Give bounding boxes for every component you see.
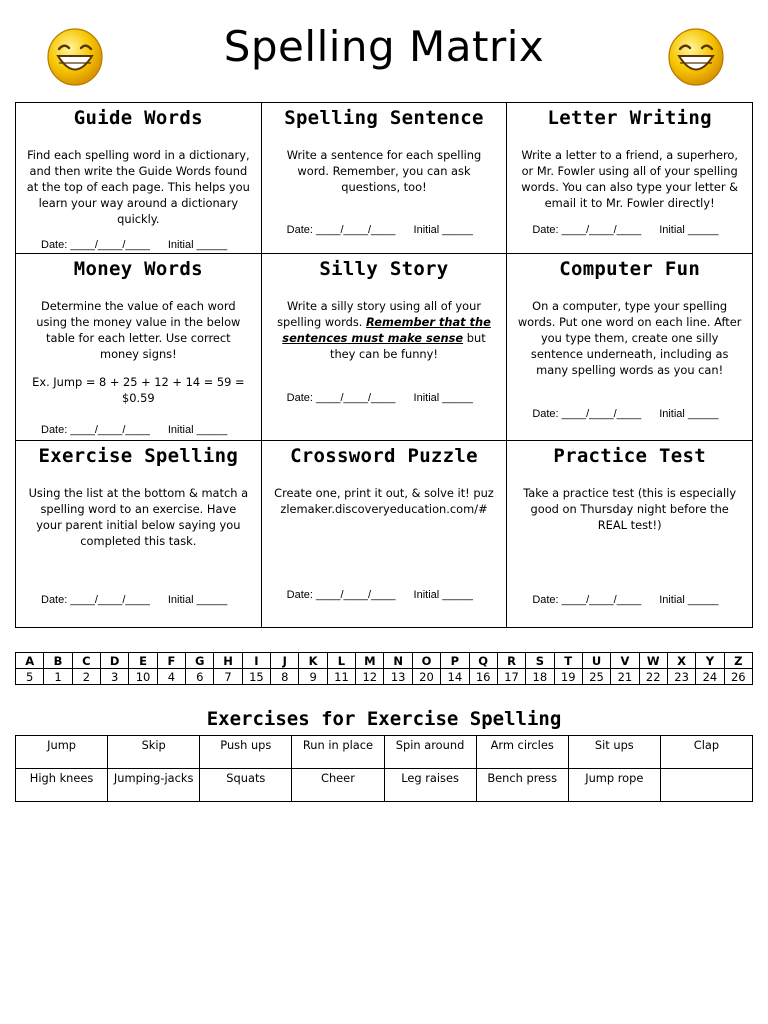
cell-title: Money Words (73, 258, 203, 281)
exercise-cell: Squats (200, 769, 292, 802)
value-cell: 22 (639, 669, 667, 685)
cell-instructions: Find each spelling word in a dictionary, and then write the Guide Words found at the top of each page. This helps you learn your way around a dictionary quickly. (26, 148, 250, 226)
initial-field[interactable]: Initial _____ (413, 392, 473, 405)
letter-cell: J (271, 653, 299, 669)
instructions-text: but they can be funny! (329, 331, 486, 362)
initial-field[interactable]: Initial _____ (167, 239, 228, 251)
exercise-cell: Spin around (384, 736, 476, 769)
date-initial-line (287, 589, 499, 601)
value-cell: 12 (356, 669, 384, 685)
date-field[interactable]: Date: ____/____/____ (41, 239, 150, 251)
cell-instructions: Using the list at the bottom & match a spelling word to an exercise. Have your parent initial below saying you completed this task. (28, 485, 249, 548)
date-initial-line (532, 224, 744, 236)
date-initial-line (532, 408, 744, 420)
spelling-matrix (15, 102, 753, 628)
letter-cell: W (639, 653, 667, 669)
value-cell: 13 (384, 669, 412, 685)
letter-cell: M (356, 653, 384, 669)
matrix-cell-spelling-sentence (261, 103, 507, 254)
letter-cell: U (582, 653, 610, 669)
initial-field[interactable]: Initial _____ (167, 593, 228, 606)
letter-cell: Z (724, 653, 752, 669)
value-cell: 25 (582, 669, 610, 685)
cell-title: Guide Words (73, 107, 203, 129)
cell-instructions: Determine the value of each word using the money value in the below table for each letter. Use correct money signs! (36, 299, 241, 362)
date-field[interactable]: Date: ____/____/____ (286, 224, 396, 236)
initial-field[interactable]: Initial _____ (659, 224, 719, 236)
initial-field[interactable]: Initial _____ (167, 424, 228, 437)
value-cell: 3 (101, 669, 129, 685)
letter-cell: H (214, 653, 242, 669)
date-initial-line (287, 392, 499, 404)
cell-title: Computer Fun (559, 258, 701, 281)
cell-instructions (272, 298, 497, 362)
letter-cell: K (299, 653, 327, 669)
letter-cell: T (554, 653, 582, 669)
cell-title: Spelling Sentence (284, 107, 484, 129)
date-initial-line (287, 224, 499, 236)
exercise-cell: Cheer (292, 769, 384, 802)
cell-instructions: Write a letter to a friend, a superhero, or Mr. Fowler using all of your spelling words. You can also type your letter & email it to Mr. Fowler directly! (521, 148, 739, 210)
date-field[interactable]: Date: ____/____/____ (286, 588, 396, 601)
cell-instructions: Create one, print it out, & solve it! puzzlemaker.discoveryeducation.com/# (274, 485, 494, 516)
value-cell: 6 (186, 669, 214, 685)
date-initial-line (41, 424, 253, 436)
cell-title: Practice Test (553, 444, 706, 467)
value-cell: 10 (129, 669, 157, 685)
value-cell: 17 (497, 669, 525, 685)
exercise-row (16, 736, 753, 769)
date-field[interactable]: Date: ____/____/____ (286, 392, 396, 405)
date-initial-line (41, 594, 253, 606)
laughing-smiley-icon (666, 25, 726, 87)
value-cell: 15 (242, 669, 270, 685)
date-field[interactable]: Date: ____/____/____ (532, 224, 642, 236)
initial-field[interactable]: Initial _____ (659, 593, 719, 606)
exercise-cell: Jumping-jacks (108, 769, 200, 802)
value-cell: 24 (696, 669, 724, 685)
letter-cell: S (526, 653, 554, 669)
value-cell: 16 (469, 669, 497, 685)
exercise-cell: Push ups (200, 736, 292, 769)
exercise-cell: Run in place (292, 736, 384, 769)
initial-field[interactable]: Initial _____ (413, 224, 473, 236)
letter-cell: N (384, 653, 412, 669)
letter-cell: A (16, 653, 44, 669)
value-cell: 9 (299, 669, 327, 685)
value-cell: 21 (611, 669, 639, 685)
letter-cell: F (157, 653, 185, 669)
cell-title: Crossword Puzzle (290, 444, 478, 467)
value-cell: 26 (724, 669, 752, 685)
instructions-text: Write a silly story using all of your spelling words. (277, 299, 481, 330)
letter-cell: Q (469, 653, 497, 669)
initial-field[interactable]: Initial _____ (413, 588, 473, 601)
letter-row (16, 653, 753, 669)
matrix-cell-money-words (16, 254, 262, 440)
matrix-cell-letter-writing (507, 103, 753, 254)
value-cell: 7 (214, 669, 242, 685)
matrix-cell-exercise-spelling (16, 440, 262, 627)
cell-instructions: On a computer, type your spelling words. Put one word on each line. After you type them, create one silly sentence underneath, including as many spelling words as you can! (517, 299, 742, 378)
letter-cell: X (667, 653, 695, 669)
page-title: Spelling Matrix (223, 22, 545, 71)
date-field[interactable]: Date: ____/____/____ (532, 593, 642, 606)
letter-cell: C (72, 653, 100, 669)
exercise-cell: Skip (108, 736, 200, 769)
value-cell: 2 (72, 669, 100, 685)
date-field[interactable]: Date: ____/____/____ (41, 424, 150, 437)
exercise-cell: Jump rope (568, 769, 660, 802)
value-cell: 11 (327, 669, 355, 685)
laughing-smiley-icon (45, 25, 105, 87)
cell-title: Exercise Spelling (38, 444, 239, 467)
value-cell: 8 (271, 669, 299, 685)
letter-cell: P (441, 653, 469, 669)
date-initial-line (41, 239, 253, 251)
matrix-cell-silly-story (261, 254, 507, 440)
letter-cell: I (242, 653, 270, 669)
value-cell: 5 (16, 669, 44, 685)
letter-cell: E (129, 653, 157, 669)
exercise-row (16, 769, 753, 802)
value-cell: 4 (157, 669, 185, 685)
letter-cell: G (186, 653, 214, 669)
exercise-cell: Bench press (476, 769, 568, 802)
letter-cell: V (611, 653, 639, 669)
matrix-cell-practice-test (507, 440, 753, 627)
value-cell: 23 (667, 669, 695, 685)
letter-cell: L (327, 653, 355, 669)
value-cell: 18 (526, 669, 554, 685)
cell-instructions: Write a sentence for each spelling word. Remember, you can ask questions, too! (286, 148, 482, 194)
money-example: Ex. Jump = 8 + 25 + 12 + 14 = 59 = $0.59 (32, 375, 245, 406)
initial-field[interactable]: Initial _____ (659, 408, 719, 421)
cell-title: Letter Writing (547, 107, 712, 129)
exercise-cell: Jump (16, 736, 108, 769)
exercise-cell: Leg raises (384, 769, 476, 802)
exercises-heading: Exercises for Exercise Spelling (206, 708, 562, 730)
letter-cell: D (101, 653, 129, 669)
emphasized-instructions: Remember that the sentences must make sense (282, 315, 491, 346)
letter-cell: R (497, 653, 525, 669)
exercises-table (15, 735, 753, 802)
date-field[interactable]: Date: ____/____/____ (532, 408, 642, 421)
date-field[interactable]: Date: ____/____/____ (41, 593, 150, 606)
date-initial-line (532, 594, 744, 606)
exercise-cell: Sit ups (568, 736, 660, 769)
matrix-cell-guide-words (16, 103, 262, 254)
value-cell: 19 (554, 669, 582, 685)
matrix-cell-crossword-puzzle (261, 440, 507, 627)
exercise-cell: Clap (660, 736, 752, 769)
value-row (16, 669, 753, 685)
exercise-cell (660, 769, 752, 802)
value-cell: 1 (44, 669, 72, 685)
value-cell: 14 (441, 669, 469, 685)
cell-title: Silly Story (319, 258, 449, 281)
letter-value-table (15, 652, 753, 685)
letter-cell: B (44, 653, 72, 669)
value-cell: 20 (412, 669, 440, 685)
exercise-cell: Arm circles (476, 736, 568, 769)
matrix-cell-computer-fun (507, 254, 753, 440)
letter-cell: O (412, 653, 440, 669)
cell-instructions: Take a practice test (this is especially good on Thursday night before the REAL test!) (523, 485, 737, 532)
letter-cell: Y (696, 653, 724, 669)
exercise-cell: High knees (16, 769, 108, 802)
